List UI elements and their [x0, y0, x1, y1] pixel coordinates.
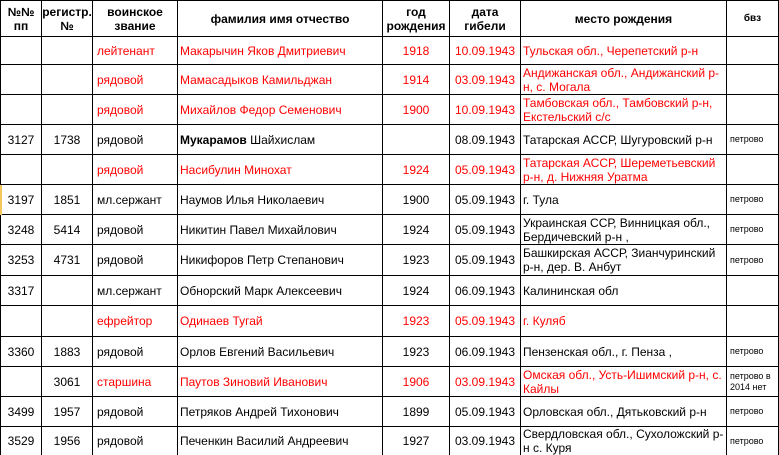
cell-number[interactable] — [0, 397, 42, 427]
cell-number[interactable] — [0, 37, 42, 65]
cell-rank[interactable] — [93, 65, 178, 95]
full-name-text — [180, 253, 344, 267]
surname: Мамасадыков — [180, 72, 259, 87]
birthplace-text: Омская обл., Усть-Ишимский р-н, с. Кайлы — [523, 367, 722, 396]
rank-text: рядовой — [97, 102, 144, 117]
header-label: звание — [114, 18, 156, 33]
table-row — [0, 215, 779, 245]
reg-number-text: 5414 — [53, 222, 81, 237]
cell-bvz[interactable] — [727, 276, 779, 306]
number-text: 3529 — [7, 434, 35, 448]
full-name-text — [180, 314, 263, 328]
number-text: 3248 — [7, 222, 35, 237]
birthplace-text: Орловская обл., Дятьковский р-н — [523, 404, 707, 419]
cell-number[interactable] — [0, 306, 42, 337]
birthplace-text: Свердловская обл., Сухоложский р-н с. Куря — [523, 427, 724, 455]
number-text: 3317 — [7, 283, 35, 298]
cell-bvz[interactable] — [727, 125, 779, 155]
cell-rank[interactable] — [93, 37, 178, 65]
surname: Макарычин — [180, 43, 244, 58]
number-text: 3197 — [7, 192, 35, 207]
cell-number[interactable] — [0, 367, 42, 397]
cell-birthplace[interactable] — [521, 245, 727, 276]
surname: Петряков — [180, 404, 232, 419]
given-names: Андрей Тихонович — [235, 404, 339, 419]
table-row — [0, 367, 779, 397]
birthplace-text: Андижанская обл., Андижанский р-н, с. Могала — [523, 65, 720, 94]
cell-rank[interactable] — [93, 215, 178, 245]
cell-number[interactable] — [0, 427, 42, 455]
header-death-date[interactable] — [450, 0, 521, 37]
cell-reg-number[interactable] — [42, 276, 93, 306]
header-full-name[interactable] — [178, 0, 383, 37]
table-row — [0, 95, 779, 125]
cell-reg-number[interactable] — [42, 65, 93, 95]
birth-year-text: 1900 — [402, 192, 430, 207]
full-name-text — [180, 405, 339, 419]
surname: Насибулин — [180, 162, 241, 177]
header-label: фамилия имя отчество — [210, 11, 350, 26]
cell-bvz[interactable] — [727, 306, 779, 337]
cell-death-date[interactable] — [450, 65, 521, 95]
cell-reg-number[interactable] — [42, 215, 93, 245]
cell-death-date[interactable] — [450, 427, 521, 455]
cell-death-date[interactable] — [450, 155, 521, 185]
full-name-text — [180, 284, 342, 298]
bvz-text: петрово — [730, 224, 764, 234]
reg-number-text: 1956 — [53, 434, 81, 448]
cell-rank[interactable] — [93, 367, 178, 397]
cell-death-date[interactable] — [450, 37, 521, 65]
cell-death-date[interactable] — [450, 95, 521, 125]
table-row — [0, 185, 779, 215]
header-label: рождения — [386, 18, 446, 33]
cell-birth-year[interactable] — [383, 95, 450, 125]
birthplace-text: Пензенская обл., г. Пенза , — [523, 344, 672, 359]
given-names: Тугай — [232, 314, 263, 328]
reg-number-text: 1957 — [53, 404, 81, 419]
birth-year-text: 1924 — [402, 162, 430, 177]
birth-year-text: 1927 — [402, 434, 430, 448]
birth-year-text: 1923 — [402, 344, 430, 359]
cell-number[interactable] — [0, 245, 42, 276]
number-text: 3127 — [7, 132, 35, 147]
death-date-text: 05.09.1943 — [454, 253, 516, 267]
cell-bvz[interactable] — [727, 367, 779, 397]
full-name-text — [180, 345, 334, 359]
cell-full-name[interactable] — [178, 245, 383, 276]
rank-text: рядовой — [97, 434, 144, 448]
table-row — [0, 276, 779, 306]
cell-rank[interactable] — [93, 95, 178, 125]
rank-text: мл.сержант — [97, 192, 162, 207]
cell-birth-year[interactable] — [383, 185, 450, 215]
table-row — [0, 37, 779, 65]
cell-full-name[interactable] — [178, 337, 383, 367]
cell-birthplace[interactable] — [521, 427, 727, 455]
birth-year-text: 1918 — [402, 43, 430, 58]
cell-reg-number[interactable] — [42, 95, 93, 125]
cell-birthplace[interactable] — [521, 155, 727, 185]
birth-year-text: 1899 — [402, 404, 430, 419]
birthplace-text: Украинская ССР, Винницкая обл., Бердичевский р-н , — [523, 215, 711, 244]
number-text: 3360 — [7, 344, 35, 359]
header-rank[interactable] — [93, 0, 178, 37]
cell-rank[interactable] — [93, 155, 178, 185]
cell-number[interactable] — [0, 155, 42, 185]
death-date-text: 05.09.1943 — [454, 314, 516, 328]
cell-rank[interactable] — [93, 125, 178, 155]
full-name-text — [180, 375, 327, 389]
cell-reg-number[interactable] — [42, 367, 93, 397]
number-text: 3253 — [7, 253, 35, 267]
rank-text: рядовой — [97, 162, 144, 177]
birth-year-text: 1900 — [402, 102, 430, 117]
bvz-text: петрово — [730, 254, 764, 265]
cell-rank[interactable] — [93, 427, 178, 455]
header-row — [0, 0, 779, 37]
death-date-text: 03.09.1943 — [454, 374, 516, 389]
cell-birthplace[interactable] — [521, 397, 727, 427]
cell-birth-year[interactable] — [383, 306, 450, 337]
rank-text: рядовой — [97, 72, 144, 87]
header-label: место рождения — [574, 11, 673, 26]
birthplace-text: Татарская АССР, Шугуровский р-н — [523, 132, 713, 147]
table-row — [0, 306, 779, 337]
cell-birth-year[interactable] — [383, 245, 450, 276]
cell-rank[interactable] — [93, 306, 178, 337]
bvz-text: петрово — [730, 346, 764, 356]
rank-text: рядовой — [97, 222, 144, 237]
birthplace-text: Татарская АССР, Шереметьевский р-н, д. Нижняя Уратма — [523, 155, 716, 184]
rank-text: рядовой — [97, 344, 144, 359]
cell-full-name[interactable] — [178, 155, 383, 185]
bvz-text: петрово — [730, 194, 764, 204]
birthplace-text: Тамбовская обл., Тамбовский р-н, Екстельский с/с — [523, 95, 713, 124]
death-date-text: 06.09.1943 — [454, 344, 516, 359]
header-label: №№ — [7, 4, 35, 19]
cell-death-date[interactable] — [450, 276, 521, 306]
table-row — [0, 427, 779, 455]
surname: Никитин — [180, 222, 227, 237]
cell-full-name[interactable] — [178, 215, 383, 245]
cell-birth-year[interactable] — [383, 367, 450, 397]
death-date-text: 03.09.1943 — [454, 72, 516, 87]
cell-rank[interactable] — [93, 245, 178, 276]
header-number[interactable] — [0, 0, 42, 37]
rank-text: рядовой — [97, 404, 144, 419]
cell-birthplace[interactable] — [521, 65, 727, 95]
birth-year-text: 1924 — [402, 283, 430, 298]
full-name-text — [180, 193, 324, 207]
cell-bvz[interactable] — [727, 95, 779, 125]
death-date-text: 10.09.1943 — [454, 43, 516, 58]
cell-bvz[interactable] — [727, 215, 779, 245]
cell-death-date[interactable] — [450, 185, 521, 215]
rank-text: мл.сержант — [97, 283, 162, 298]
cell-bvz[interactable] — [727, 155, 779, 185]
given-names: Марк Алексеевич — [244, 283, 342, 298]
cell-reg-number[interactable] — [42, 155, 93, 185]
cell-full-name[interactable] — [178, 95, 383, 125]
cell-full-name[interactable] — [178, 427, 383, 455]
given-names: Федор Семенович — [239, 102, 342, 117]
full-name-text — [180, 223, 337, 237]
active-row-header-highlight — [0, 185, 2, 215]
cell-reg-number[interactable] — [42, 306, 93, 337]
birthplace-text: г. Тула — [523, 192, 559, 207]
cell-bvz[interactable] — [727, 185, 779, 215]
rank-text: ефрейтор — [97, 314, 153, 328]
death-date-text: 05.09.1943 — [454, 162, 516, 177]
surname: Мукарамов — [180, 132, 247, 147]
given-names: Шайхислам — [250, 132, 316, 147]
death-date-text: 05.09.1943 — [454, 192, 516, 207]
birth-year-text: 1923 — [402, 253, 430, 267]
death-date-text: 05.09.1943 — [454, 404, 516, 419]
cell-death-date[interactable] — [450, 306, 521, 337]
cell-bvz[interactable] — [727, 427, 779, 455]
full-name-text — [180, 44, 346, 58]
cell-birthplace[interactable] — [521, 367, 727, 397]
rank-text: рядовой — [97, 253, 144, 267]
cell-full-name[interactable] — [178, 37, 383, 65]
surname: Обнорский — [180, 283, 241, 298]
birthplace-text: Калининская обл — [523, 283, 619, 298]
given-names: Яков Дмитриевич — [247, 43, 346, 58]
cell-reg-number[interactable] — [42, 427, 93, 455]
cell-birthplace[interactable] — [521, 37, 727, 65]
cell-birth-year[interactable] — [383, 215, 450, 245]
cell-birthplace[interactable] — [521, 125, 727, 155]
cell-rank[interactable] — [93, 397, 178, 427]
cell-full-name[interactable] — [178, 125, 383, 155]
bvz-text: петрово — [730, 435, 764, 446]
cell-death-date[interactable] — [450, 245, 521, 276]
cell-bvz[interactable] — [727, 37, 779, 65]
given-names: Илья Николаевич — [225, 192, 325, 207]
cell-number[interactable] — [0, 215, 42, 245]
cell-full-name[interactable] — [178, 397, 383, 427]
surname: Печенкин — [180, 434, 234, 448]
cell-birth-year[interactable] — [383, 276, 450, 306]
cell-number[interactable] — [0, 65, 42, 95]
death-date-text: 03.09.1943 — [454, 434, 516, 448]
full-name-text — [180, 73, 332, 87]
cell-reg-number[interactable] — [42, 125, 93, 155]
bvz-text: петрово в 2014 нет — [730, 370, 771, 392]
cell-birth-year[interactable] — [383, 37, 450, 65]
table-row — [0, 65, 779, 95]
reg-number-text: 4731 — [53, 253, 81, 267]
table-row — [0, 155, 779, 185]
cell-bvz[interactable] — [727, 337, 779, 367]
given-names: Петр Степанович — [246, 253, 344, 267]
cell-full-name[interactable] — [178, 367, 383, 397]
cell-birth-year[interactable] — [383, 155, 450, 185]
cell-reg-number[interactable] — [42, 245, 93, 276]
cell-birthplace[interactable] — [521, 215, 727, 245]
header-label: год — [406, 4, 426, 19]
cell-death-date[interactable] — [450, 367, 521, 397]
given-names: Василий Андреевич — [236, 434, 349, 448]
birth-year-text: 1923 — [402, 314, 430, 328]
cell-full-name[interactable] — [178, 185, 383, 215]
header-birth-year[interactable] — [383, 0, 450, 37]
reg-number-text: 1851 — [53, 192, 81, 207]
death-date-text: 05.09.1943 — [454, 222, 516, 237]
given-names: Камильджан — [261, 72, 333, 87]
cell-full-name[interactable] — [178, 65, 383, 95]
number-text: 3499 — [7, 404, 35, 419]
rank-text: лейтенант — [97, 43, 155, 58]
cell-death-date[interactable] — [450, 337, 521, 367]
surname: Наумов — [180, 192, 223, 207]
cell-birthplace[interactable] — [521, 95, 727, 125]
cell-rank[interactable] — [93, 185, 178, 215]
birth-year-text: 1924 — [402, 222, 430, 237]
cell-rank[interactable] — [93, 276, 178, 306]
table-row — [0, 397, 779, 427]
cell-number[interactable] — [0, 125, 42, 155]
cell-number[interactable] — [0, 337, 42, 367]
table-row — [0, 125, 779, 155]
cell-birth-year[interactable] — [383, 65, 450, 95]
header-label: пп — [13, 18, 29, 33]
cell-rank[interactable] — [93, 337, 178, 367]
cell-birthplace[interactable] — [521, 185, 727, 215]
cell-bvz[interactable] — [727, 245, 779, 276]
given-names: Минохат — [244, 162, 292, 177]
reg-number-text: 1883 — [53, 344, 81, 359]
cell-number[interactable] — [0, 276, 42, 306]
birth-year-text: 1914 — [402, 72, 430, 87]
full-name-text — [180, 163, 292, 177]
cell-death-date[interactable] — [450, 215, 521, 245]
cell-birth-year[interactable] — [383, 397, 450, 427]
rank-text: рядовой — [97, 132, 144, 147]
cell-death-date[interactable] — [450, 397, 521, 427]
cell-number[interactable] — [0, 95, 42, 125]
cell-reg-number[interactable] — [42, 397, 93, 427]
cell-number[interactable] — [0, 185, 42, 215]
given-names: Евгений Васильевич — [219, 344, 335, 359]
cell-birthplace[interactable] — [521, 337, 727, 367]
birthplace-text: Башкирская АССР, Зианчуринский р-н, дер. В. Анбут — [523, 246, 716, 274]
cell-birthplace[interactable] — [521, 306, 727, 337]
header-birthplace[interactable] — [521, 0, 727, 37]
header-label: воинское — [107, 4, 163, 19]
given-names: Павел Михайлович — [229, 222, 337, 237]
birthplace-text: Тульская обл., Черепетский р-н — [523, 43, 699, 58]
full-name-text — [180, 133, 315, 147]
bvz-text: петрово — [730, 134, 764, 144]
surname: Паутов — [180, 374, 220, 389]
table-row — [0, 337, 779, 367]
full-name-text — [180, 434, 349, 448]
cell-bvz[interactable] — [727, 397, 779, 427]
cell-full-name[interactable] — [178, 306, 383, 337]
cell-birth-year[interactable] — [383, 427, 450, 455]
header-label: дата — [471, 4, 499, 19]
cell-birth-year[interactable] — [383, 125, 450, 155]
bvz-text: петрово — [730, 406, 764, 416]
header-label: № — [60, 18, 74, 33]
given-names: Зиновий Иванович — [222, 374, 328, 389]
table-row — [0, 245, 779, 276]
full-name-text — [180, 103, 342, 117]
death-date-text: 06.09.1943 — [454, 283, 516, 298]
reg-number-text: 1738 — [53, 132, 81, 147]
birth-year-text: 1906 — [402, 374, 430, 389]
death-date-text: 10.09.1943 — [454, 102, 516, 117]
cell-reg-number[interactable] — [42, 185, 93, 215]
surname: Михайлов — [180, 102, 237, 117]
reg-number-text: 3061 — [53, 374, 81, 389]
surname: Орлов — [180, 344, 216, 359]
cell-full-name[interactable] — [178, 276, 383, 306]
header-reg-number[interactable] — [42, 0, 93, 37]
birthplace-text: г. Куляб — [523, 314, 566, 328]
death-date-text: 08.09.1943 — [454, 132, 516, 147]
cell-reg-number[interactable] — [42, 37, 93, 65]
header-bvz[interactable] — [727, 0, 779, 37]
rank-text: старшина — [97, 374, 152, 389]
cell-reg-number[interactable] — [42, 337, 93, 367]
header-label: бвз — [743, 12, 762, 24]
header-label: гибели — [464, 18, 506, 33]
cell-bvz[interactable] — [727, 65, 779, 95]
surname: Никифоров — [180, 253, 244, 267]
cell-birth-year[interactable] — [383, 337, 450, 367]
surname: Одинаев — [180, 314, 230, 328]
header-label: регистр. — [42, 4, 92, 19]
cell-birthplace[interactable] — [521, 276, 727, 306]
cell-death-date[interactable] — [450, 125, 521, 155]
